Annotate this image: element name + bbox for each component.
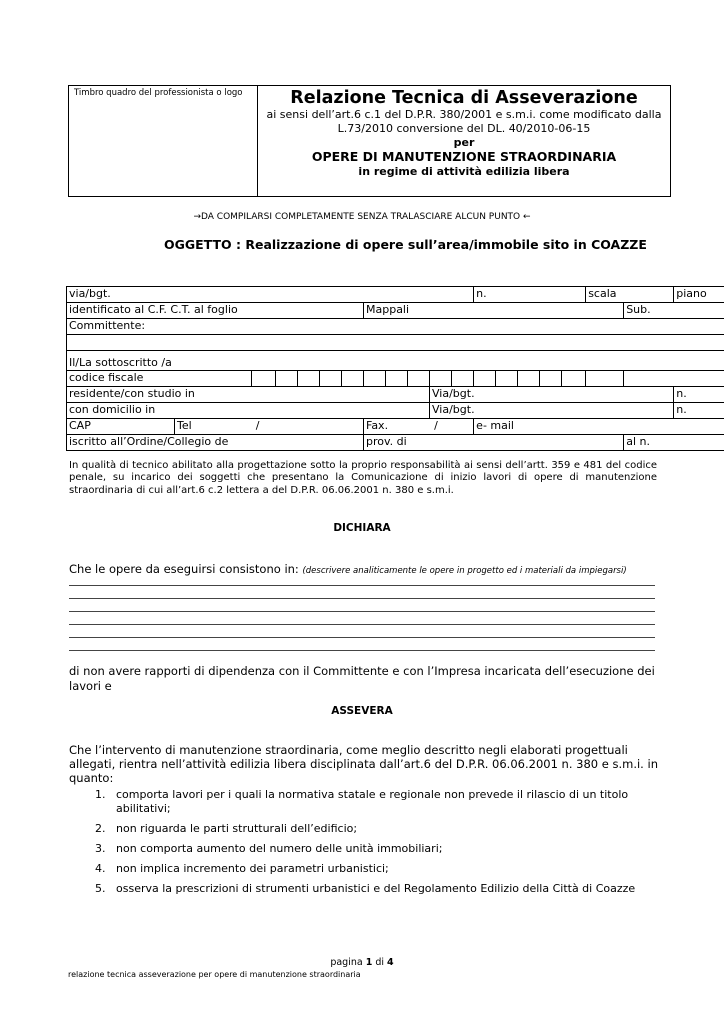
- di-label: di: [372, 957, 388, 968]
- cf-box[interactable]: [298, 371, 320, 387]
- list-number: 3.: [95, 842, 106, 855]
- field-committente[interactable]: Committente:: [67, 319, 724, 335]
- opere-intro-text: Che le opere da eseguirsi consistono in:: [69, 562, 303, 576]
- title-block: [258, 86, 670, 179]
- qualita-paragraph: In qualità di tecnico abilitato alla progettazione sotto la proprio responsabilità ai sensi dell’artt. 359 e 481 del codice penale, su incarico dei soggetti che presentano la Comunicazione di inizio lavori di opere di manutenzione straordinaria di cui all’art.6 c.2 lettera a del D.P.R. 06.06.2001 n. 380 e s.m.i.: [69, 460, 657, 496]
- fax-slash: /: [434, 419, 438, 432]
- fill-line[interactable]: [69, 611, 655, 612]
- opere-intro: [69, 562, 627, 576]
- cf-box[interactable]: [430, 371, 452, 387]
- fill-line[interactable]: [69, 624, 655, 625]
- field-residente[interactable]: residente/con studio in: [67, 387, 430, 403]
- cf-box[interactable]: [364, 371, 386, 387]
- cf-box[interactable]: [386, 371, 408, 387]
- fax-label: Fax.: [366, 419, 389, 432]
- form-row-domicilio: [67, 403, 724, 419]
- list-item: [95, 862, 389, 876]
- field-al-n[interactable]: al n.: [624, 435, 724, 451]
- cf-box[interactable]: [408, 371, 430, 387]
- cf-box[interactable]: [518, 371, 540, 387]
- fill-line[interactable]: [69, 598, 655, 599]
- footer-document-name: relazione tecnica asseverazione per opere di manutenzione straordinaria: [68, 970, 361, 979]
- cf-empty: [624, 371, 724, 387]
- field-tel[interactable]: [175, 419, 364, 435]
- assevera-heading: ASSEVERA: [331, 705, 393, 717]
- dichiara-heading: DICHIARA: [333, 522, 391, 534]
- list-item: [95, 882, 635, 896]
- pagina-label: pagina: [330, 957, 366, 968]
- tel-slash: /: [255, 419, 260, 432]
- field-via-bgt-2[interactable]: Via/bgt.: [430, 403, 674, 419]
- field-identificato[interactable]: identificato al C.F. C.T. al foglio: [67, 303, 364, 319]
- list-text: osserva la prescrizioni di strumenti urbanistici e del Regolamento Edilizio della Città di Coazze: [116, 882, 636, 895]
- list-item: [95, 842, 442, 856]
- subtitle-line-2: L.73/2010 conversione del DL. 40/2010-06-15: [337, 122, 591, 135]
- field-domicilio[interactable]: con domicilio in: [67, 403, 430, 419]
- form-row-via: [67, 287, 724, 303]
- page-number: [0, 957, 724, 968]
- subtitle-line-1: ai sensi dell’art.6 c.1 del D.P.R. 380/2001 e s.m.i. come modificato dalla: [266, 108, 662, 121]
- field-email[interactable]: e- mail: [474, 419, 724, 435]
- cf-box[interactable]: [496, 371, 518, 387]
- list-number: 1.: [95, 788, 106, 801]
- field-codice-fiscale-label: codice fiscale: [67, 371, 252, 387]
- field-blank[interactable]: [67, 335, 724, 351]
- form-row-committente: [67, 319, 724, 335]
- field-fax[interactable]: [364, 419, 474, 435]
- field-sub[interactable]: Sub.: [624, 303, 724, 319]
- intervento-text: Che l’intervento di manutenzione straordinaria, come meglio descritto negli elaborati progettuali allegati, rientra nell’attività edilizia libera disciplinata dall’art.6 del D.P.R. 06.06.2001 n. 380 e s.m.i. in quanto:: [69, 743, 658, 785]
- list-number: 5.: [95, 882, 106, 895]
- field-mappali[interactable]: Mappali: [364, 303, 624, 319]
- list-text-continued: abilitativi;: [116, 802, 171, 815]
- fill-line[interactable]: [69, 650, 655, 651]
- cf-box[interactable]: [342, 371, 364, 387]
- subtitle-per: per: [453, 136, 475, 149]
- list-text: comporta lavori per i quali la normativa statale e regionale non prevede il rilascio di un titolo: [116, 788, 629, 801]
- document-title: Relazione Tecnica di Asseverazione: [290, 88, 638, 108]
- form-row-blank: [67, 335, 724, 351]
- form-row-codice-fiscale: [67, 371, 724, 387]
- subtitle-opere: OPERE DI MANUTENZIONE STRAORDINARIA: [311, 149, 617, 164]
- subtitle-regime: in regime di attività edilizia libera: [358, 165, 570, 178]
- list-number: 2.: [95, 822, 106, 835]
- cf-box[interactable]: [452, 371, 474, 387]
- form-row-cap: [67, 419, 724, 435]
- field-cap[interactable]: CAP: [67, 419, 175, 435]
- field-prov[interactable]: prov. di: [364, 435, 624, 451]
- list-item: [95, 788, 628, 816]
- identification-form: [66, 286, 724, 451]
- list-number: 4.: [95, 862, 106, 875]
- list-text: non implica incremento dei parametri urbanistici;: [116, 862, 389, 875]
- cf-box[interactable]: [562, 371, 586, 387]
- non-rapporti-text: di non avere rapporti di dipendenza con il Committente e con l’Impresa incaricata dell’esecuzione dei lavori e: [69, 664, 655, 693]
- field-scala[interactable]: scala: [586, 287, 674, 303]
- field-via[interactable]: via/bgt.: [67, 287, 474, 303]
- field-n[interactable]: n.: [474, 287, 586, 303]
- cf-box[interactable]: [540, 371, 562, 387]
- cf-box[interactable]: [320, 371, 342, 387]
- fill-line[interactable]: [69, 637, 655, 638]
- cf-box[interactable]: [474, 371, 496, 387]
- list-text: non comporta aumento del numero delle unità immobiliari;: [116, 842, 443, 855]
- cf-box[interactable]: [276, 371, 298, 387]
- list-item: [95, 822, 357, 836]
- fill-line[interactable]: [69, 585, 655, 586]
- cf-box[interactable]: [252, 371, 276, 387]
- form-row-identificato: [67, 303, 724, 319]
- header-frame: [68, 85, 671, 197]
- form-row-iscritto: [67, 435, 724, 451]
- opere-hint: (descrivere analiticamente le opere in progetto ed i materiali da impiegarsi): [302, 566, 627, 576]
- stamp-label: Timbro quadro del professionista o logo: [74, 88, 243, 98]
- field-sottoscritto[interactable]: Il/La sottoscritto /a: [67, 351, 724, 371]
- current-page: 1: [365, 957, 373, 968]
- field-iscritto[interactable]: iscritto all’Ordine/Collegio de: [67, 435, 364, 451]
- field-piano[interactable]: piano: [674, 287, 724, 303]
- tel-label: Tel: [177, 419, 192, 432]
- form-row-residente: [67, 387, 724, 403]
- field-n-1[interactable]: n.: [674, 387, 724, 403]
- compile-notice: →DA COMPILARSI COMPLETAMENTE SENZA TRALASCIARE ALCUN PUNTO ←: [193, 212, 531, 222]
- form-row-sottoscritto: [67, 351, 724, 371]
- list-text: non riguarda le parti strutturali dell’edificio;: [116, 822, 358, 835]
- total-pages: 4: [387, 957, 394, 968]
- cf-box[interactable]: [586, 371, 624, 387]
- field-n-2[interactable]: n.: [674, 403, 724, 419]
- field-via-bgt-1[interactable]: Via/bgt.: [430, 387, 674, 403]
- oggetto-heading: OGGETTO : Realizzazione di opere sull’area/immobile sito in COAZZE: [164, 237, 647, 252]
